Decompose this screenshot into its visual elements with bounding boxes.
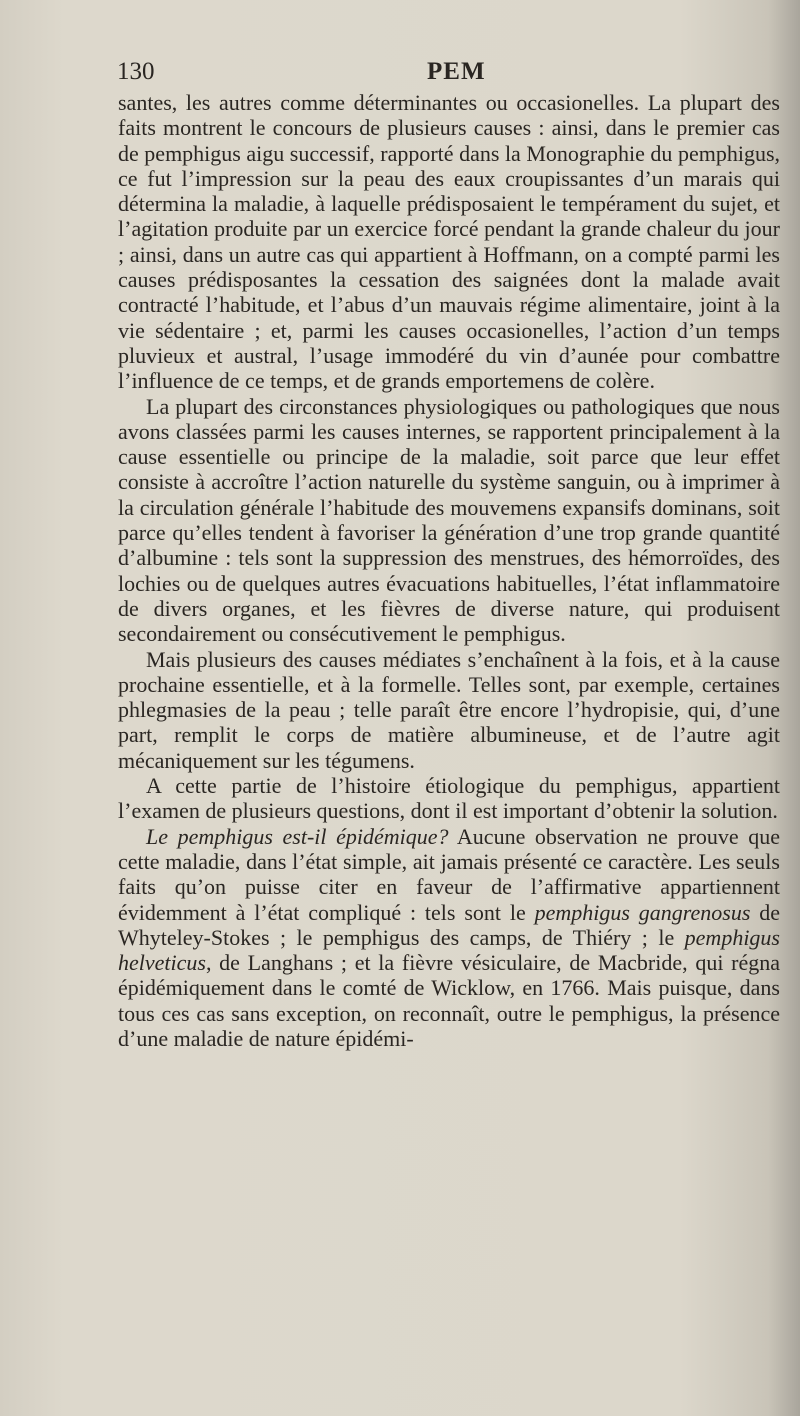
paragraph-5-part-2: de Whyteley-Stokes ; le pemphigus des camps, de Thiéry ; le (118, 899, 781, 950)
paragraph-5 (118, 824, 780, 1052)
question-heading: Le pemphigus est-il épidémique? (146, 823, 449, 849)
paragraph-5-part-3: , de Langhans ; et la fièvre vésiculaire, de Macbride, qui régna épidémiquement dans le comté de Wicklow, en 1766. Mais puisque, dans tous ces cas sans exception, on reconnaît, outre le pemphigus, la présence d’une maladie de nature épidémi- (118, 950, 780, 1051)
term-pemphigus-gangrenosus: pemphigus gangrenosus (534, 899, 751, 925)
paragraph-1: santes, les autres comme déterminantes ou occasionelles. La plupart des faits montrent le concours de plusieurs causes : ainsi, dans le premier cas de pemphigus aigu successif, rapporté dans la Monographie du pemphigus, ce fut l’impression sur la peau des eaux croupissantes d’un marais qui détermina la maladie, à laquelle prédisposaient le tempérament du sujet, et l’agitation produite par un exercice forcé pendant la grande chaleur du jour ; ainsi, dans un autre cas qui appartient à Hoffmann, on a compté parmi les causes prédisposantes la cessation des saignées dont la malade avait contracté l’habitude, et l’abus d’un mauvais régime alimentaire, joint à la vie sédentaire ; et, parmi les causes occasionelles, l’action d’un temps pluvieux et austral, l’usage immodéré du vin d’aunée pour combattre l’influence de ce temps, et de grands emportemens de colère. (118, 90, 780, 394)
page-number: 130 (117, 58, 155, 85)
body-text (118, 90, 780, 1051)
paragraph-4: A cette partie de l’histoire étiologique du pemphigus, appartient l’examen de plusieurs questions, dont il est important d’obtenir la solution. (118, 773, 780, 824)
running-head: PEM (427, 58, 486, 85)
page-header (117, 58, 777, 90)
paragraph-2: La plupart des circonstances physiologiques ou pathologiques que nous avons classées parmi les causes internes, se rapportent principalement à la cause essentielle ou principe de la maladie, soit parce que leur effet consiste à accroître l’action naturelle du système sanguin, ou à imprimer à la circulation générale l’habitude des mouvemens expansifs dominans, soit parce qu’elles tendent à favoriser la génération d’une trop grande quantité d’albumine : tels sont la suppression des menstrues, des hémorroïdes, des lochies ou de quelques autres évacuations habituelles, l’état inflammatoire de divers organes, et les fièvres de diverse nature, qui produisent secondairement ou consécutivement le pemphigus. (118, 393, 780, 647)
paragraph-3: Mais plusieurs des causes médiates s’enchaînent à la fois, et à la cause prochaine essentielle, et à la formelle. Telles sont, par exemple, certaines phlegmasies de la peau ; telle paraît être encore l’hydropisie, qui, d’une part, remplit le corps de matière albumineuse, et de l’autre agit mécaniquement sur les tégumens. (118, 646, 780, 773)
term-pemphigus-helveticus: pemphigus helveticus (118, 924, 780, 976)
paragraph-5-part-1: Aucune observation ne prouve que cette maladie, dans l’état simple, ait jamais présenté ce caractère. Les seuls faits qu’on puisse citer en faveur de l’affirmative appartiennent évidemment à l’état compliqué : tels sont le (118, 823, 780, 925)
